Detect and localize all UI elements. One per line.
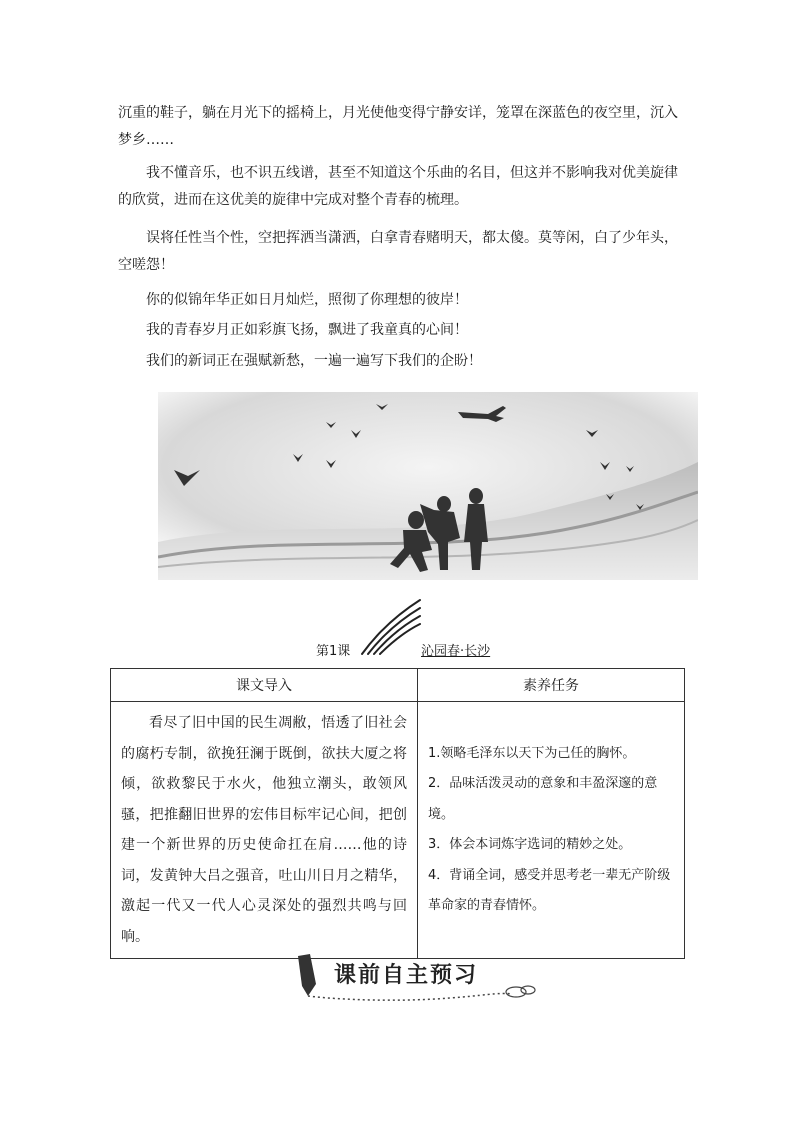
- paragraph-3: 误将任性当个性，空把挥洒当潇洒，白拿青春赌明天，都太傻。莫等闲，白了少年头，空嗟怨！: [118, 230, 678, 273]
- paragraph-6: 我们的新词正在强赋新愁，一遍一遍写下我们的企盼！: [146, 353, 482, 369]
- lesson-number: 第1课: [316, 644, 351, 659]
- header-intro: 课文导入: [111, 669, 418, 702]
- task-item-3: 3．体会本词炼字选词的精妙之处。: [428, 837, 632, 852]
- header-tasks: 素养任务: [418, 669, 685, 702]
- section-title: 课前自主预习: [334, 963, 479, 988]
- lesson-title: 沁园春·长沙: [421, 644, 491, 659]
- task-item-1: 1.领略毛泽东以天下为己任的胸怀。: [428, 745, 636, 761]
- table-header-row: [111, 669, 685, 702]
- paragraph-2: 我不懂音乐，也不识五线谱，甚至不知道这个乐曲的名目，但这并不影响我对优美旋律的欣赏，进而在这优美的旋律中完成对整个青春的梳理。: [118, 165, 678, 208]
- paragraph-1: 沉重的鞋子，躺在月光下的摇椅上，月光使他变得宁静安详，笼罩在深蓝色的夜空里，沉入梦乡……: [118, 105, 678, 148]
- intro-text: 看尽了旧中国的民生凋敝，悟透了旧社会的腐朽专制，欲挽狂澜于既倒，欲扶大厦之将倾，欲救黎民于水火，他独立潮头，敢领风骚，把推翻旧世界的宏伟目标牢记心间，把创建一个新世界的历史使命扛在肩……他的诗词，发黄钟大吕之强音，吐山川日月之精华，激起一代又一代人心灵深处的强烈共鸣与回响。: [111, 702, 418, 959]
- paragraph-4: 你的似锦年华正如日月灿烂，照彻了你理想的彼岸！: [146, 292, 468, 308]
- lesson-swoosh-decoration: [358, 596, 424, 658]
- lesson-intro-table: [110, 668, 685, 959]
- task-item-2: 2．品味活泼灵动的意象和丰盈深邃的意境。: [428, 776, 658, 822]
- table-row: [111, 702, 685, 959]
- task-list: [418, 702, 685, 959]
- youth-silhouette-illustration: [158, 392, 698, 580]
- task-item-4: 4．背诵全词，感受并思考老一辈无产阶级革命家的青春情怀。: [428, 867, 671, 913]
- paragraph-5: 我的青春岁月正如彩旗飞扬，飘进了我童真的心间！: [146, 322, 468, 338]
